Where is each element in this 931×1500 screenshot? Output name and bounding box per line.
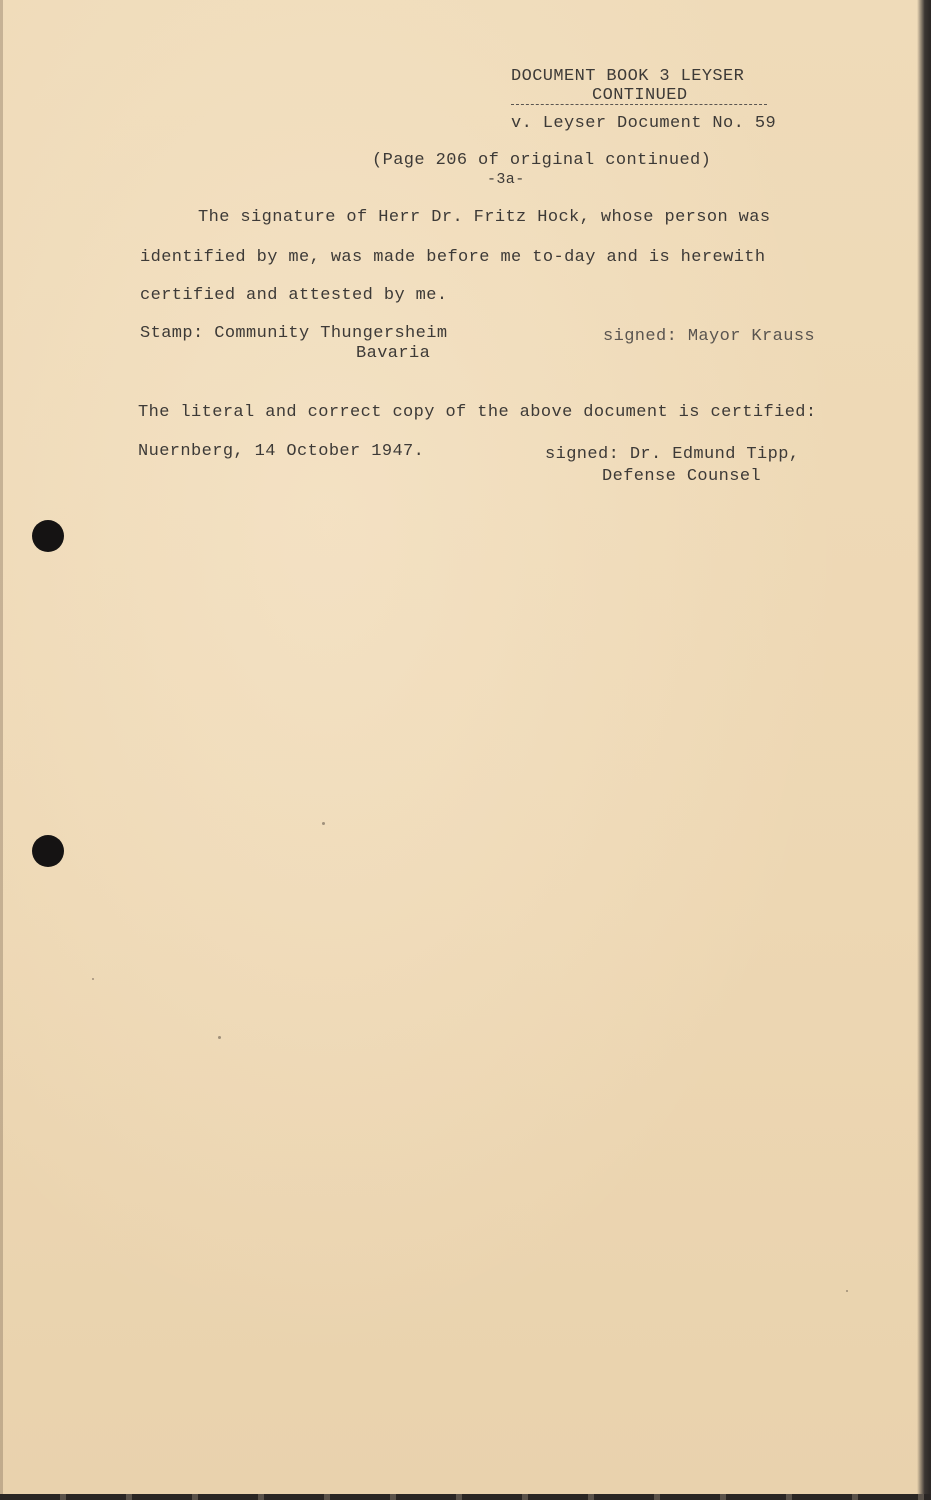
page-number: -3a- [487,171,525,188]
stamp-community: Stamp: Community Thungersheim [140,324,448,343]
page-right-edge [917,0,931,1500]
header-document-book: DOCUMENT BOOK 3 LEYSER [511,67,745,86]
page-left-edge [0,0,3,1500]
paper-speck [92,978,94,980]
mayor-signature: signed: Mayor Krauss [603,327,816,346]
header-continued: CONTINUED [592,86,688,105]
paper-speck [322,822,325,825]
page-bottom-edge [0,1494,931,1500]
body-line-1: The signature of Herr Dr. Fritz Hock, whose person was [198,208,771,227]
counsel-signature: signed: Dr. Edmund Tipp, [545,445,800,464]
paper-speck [218,1036,221,1039]
paper-speck [846,1290,848,1292]
stamp-bavaria: Bavaria [356,344,431,363]
punch-hole-icon [32,835,64,867]
place-and-date: Nuernberg, 14 October 1947. [138,442,425,461]
body-line-3: certified and attested by me. [140,286,448,305]
page-reference: (Page 206 of original continued) [372,151,712,170]
punch-hole-icon [32,520,64,552]
counsel-title: Defense Counsel [602,467,762,486]
certification-statement: The literal and correct copy of the above document is certified: [138,403,817,422]
body-line-2: identified by me, was made before me to-day and is herewith [140,248,766,267]
header-document-number: v. Leyser Document No. 59 [511,114,777,133]
